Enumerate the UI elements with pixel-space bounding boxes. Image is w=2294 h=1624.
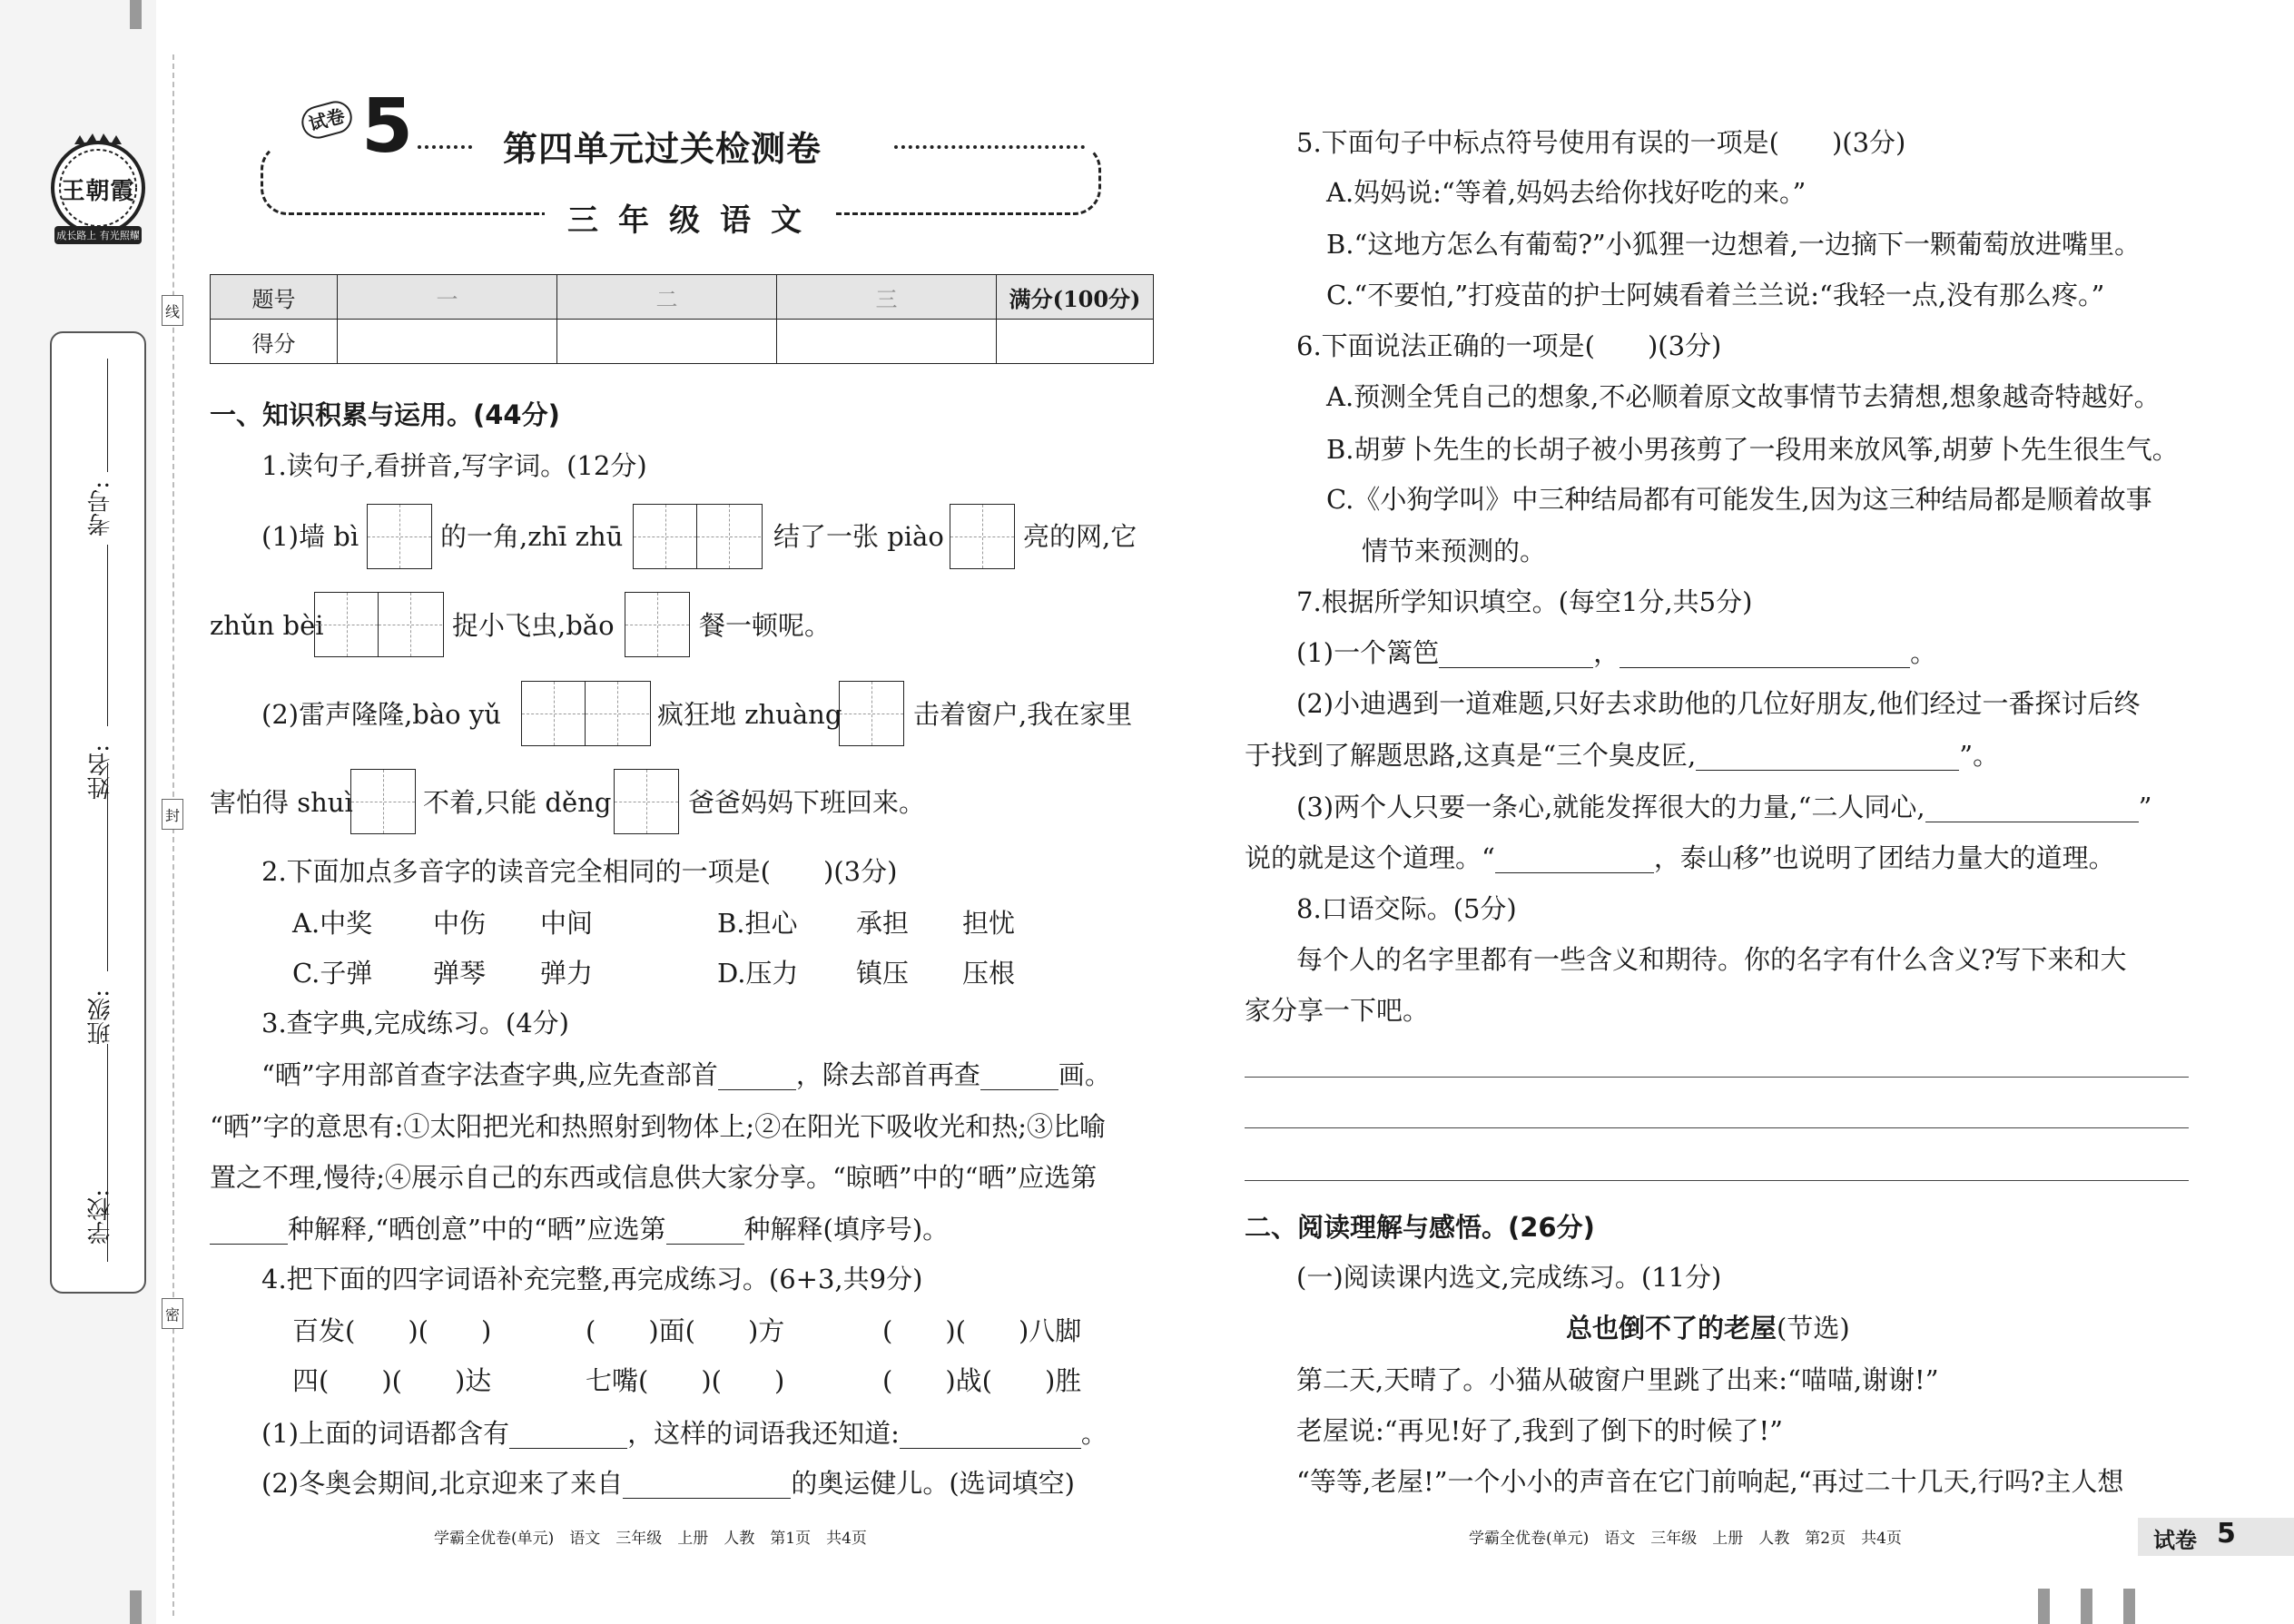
- q3-blank-2[interactable]: [666, 1219, 744, 1245]
- answer-line-2[interactable]: [1245, 1127, 2189, 1128]
- q1-p2-b: 捉小飞虫,bǎo: [452, 610, 615, 641]
- q4-sub-1: [261, 1418, 1108, 1449]
- q1-p1-c: 结了一张 piào: [773, 521, 944, 552]
- score-table: [210, 274, 1154, 364]
- q3-blank-1[interactable]: [210, 1219, 288, 1245]
- q8-prompt-2: 家分享一下吧。: [1245, 995, 1430, 1026]
- exam-badge: 试卷: [298, 97, 355, 142]
- col-part-3: 三: [777, 275, 997, 320]
- q5-option-c[interactable]: C.“不要怕,”打疫苗的护士阿姨看着兰兰说:“我轻一点,没有那么疼。”: [1326, 280, 2105, 310]
- q4-blank-3[interactable]: [623, 1473, 791, 1499]
- q7-sub-3b: [1245, 842, 2115, 873]
- q1-text: 1.读句子,看拼音,写字词。(12分): [261, 450, 647, 481]
- q2-option-c[interactable]: [292, 958, 594, 989]
- name-label: 姓名:: [87, 744, 114, 800]
- school-label: 学校:: [87, 1189, 114, 1245]
- title-left-dots: [418, 145, 472, 149]
- q7-blank-4[interactable]: [1925, 797, 2139, 822]
- section-2-heading: 二、阅读理解与感悟。(26分): [1245, 1212, 1595, 1243]
- q7-1-c: 。: [1910, 637, 1937, 668]
- q6-option-c-cont: 情节来预测的。: [1362, 536, 1547, 566]
- exam-number: 5: [361, 84, 414, 170]
- publisher-logo: [47, 132, 149, 250]
- q3-blank-radical[interactable]: [718, 1065, 796, 1090]
- answer-grid-baoyu[interactable]: [521, 681, 651, 746]
- q7-1-a: (1)一个篱笆: [1296, 637, 1440, 668]
- q1-p4-a: 害怕得 shuì: [210, 787, 353, 818]
- q3-line-3: 置之不理,慢待;④展示自己的东西或信息供大家分享。“晾晒”中的“晒”应选第: [210, 1162, 1098, 1193]
- col-part-2: 二: [557, 275, 777, 320]
- q7-3a-a: (3)两个人只要一条心,就能发挥很大的力量,“二人同心,: [1296, 792, 1925, 822]
- student-info-panel: [50, 331, 146, 1294]
- q1-p4-b: 不着,只能 děng: [423, 787, 612, 818]
- q2-c-2: 弹琴: [433, 958, 487, 989]
- q2-d-1: D.压力: [717, 958, 799, 989]
- q1-p2-c: 餐一顿呢。: [699, 610, 832, 641]
- q3-l4-b: 种解释(填序号)。: [743, 1214, 950, 1245]
- edge-mark: [2123, 1589, 2135, 1624]
- q1-p2-a: zhǔn bèi: [210, 610, 324, 641]
- q4-blank-2[interactable]: [900, 1423, 1081, 1449]
- q2-option-d[interactable]: [717, 958, 1016, 989]
- q3-l1-b: ，除去部首再查: [795, 1059, 980, 1090]
- cut-line: [172, 54, 174, 1616]
- col-part-1: 一: [338, 275, 557, 320]
- page-title: 第四单元过关检测卷: [503, 129, 822, 169]
- q4-idiom-1[interactable]: 百发( )( ): [292, 1315, 492, 1346]
- q7-blank-5[interactable]: [1495, 848, 1654, 873]
- answer-grid-shui[interactable]: [350, 769, 416, 834]
- q2-b-1: B.担心: [717, 908, 798, 939]
- q2-a-3: 中间: [540, 908, 594, 939]
- score-cell-3[interactable]: [777, 320, 997, 364]
- answer-grid-zhizhu[interactable]: [633, 504, 763, 569]
- q4-idiom-6[interactable]: ( )战( )胜: [882, 1365, 1082, 1396]
- q7-blank-2[interactable]: [1620, 643, 1910, 668]
- part-1-text: (一)阅读课内选文,完成练习。(11分): [1296, 1262, 1722, 1293]
- q1-p3-c: 击着窗户,我在家里: [913, 699, 1133, 730]
- seal-xian: 线: [162, 295, 183, 326]
- q1-p1-a: (1)墙 bì: [261, 521, 359, 552]
- q2-a-2: 中伤: [433, 908, 487, 939]
- exam-number-field[interactable]: [107, 359, 108, 472]
- story-title-main: 总也倒不了的老屋: [1566, 1313, 1777, 1343]
- page-subtitle: 三年级语文: [567, 202, 822, 239]
- corner-tab-label: 试卷: [2153, 1528, 2197, 1553]
- q1-p3-b: 疯狂地 zhuàng: [657, 699, 842, 730]
- edge-mark: [2038, 1589, 2050, 1624]
- col-question-no: 题号: [211, 275, 338, 320]
- q7-text: 7.根据所学知识填空。(每空1分,共5分): [1296, 586, 1753, 617]
- row-score-label: 得分: [211, 320, 338, 364]
- edge-mark: [130, 0, 142, 29]
- q8-text: 8.口语交际。(5分): [1296, 893, 1517, 924]
- q6-option-b[interactable]: B.胡萝卜先生的长胡子被小男孩剪了一段用来放风筝,胡萝卜先生很生气。: [1326, 434, 2179, 465]
- q2-option-a[interactable]: [292, 908, 594, 939]
- q4-idiom-2[interactable]: ( )面( )方: [586, 1315, 785, 1346]
- q2-text: 2.下面加点多音字的读音完全相同的一项是( )(3分): [261, 856, 898, 887]
- q2-option-b[interactable]: [717, 908, 1016, 939]
- q1-p1-b: 的一角,zhī zhū: [440, 521, 624, 552]
- q7-sub-2a: (2)小迪遇到一道难题,只好去求助他的几位好朋友,他们经过一番探讨后终: [1296, 688, 2141, 719]
- q3-blank-strokes[interactable]: [980, 1065, 1058, 1090]
- score-cell-total[interactable]: [997, 320, 1154, 364]
- page-footer-left: 学霸全优卷(单元) 语文 三年级 上册 人教 第1页 共4页: [434, 1530, 867, 1548]
- corner-tab-number: 5: [2217, 1518, 2236, 1550]
- title-right-dots: [894, 145, 1085, 149]
- section-1-heading: 一、知识积累与运用。(44分): [210, 399, 560, 430]
- q2-c-1: C.子弹: [292, 958, 373, 989]
- q6-option-a[interactable]: A.预测全凭自己的想象,不必顺着原文故事情节去猜想,想象越奇特越好。: [1326, 381, 2161, 412]
- q3-l1-c: 画。: [1058, 1059, 1111, 1090]
- story-line-3: “等等,老屋!”一个小小的声音在它门前响起,“再过二十几天,行吗?主人想: [1296, 1466, 2124, 1497]
- answer-grid-zhuang[interactable]: [839, 681, 904, 746]
- class-label: 班级:: [87, 989, 114, 1045]
- q3-text: 3.查字典,完成练习。(4分): [261, 1008, 569, 1038]
- q2-c-3: 弹力: [540, 958, 594, 989]
- q7-sub-3a: [1296, 792, 2151, 822]
- q2-a-1: A.中奖: [292, 908, 373, 939]
- q7-3b-b: ，泰山移”也说明了团结力量大的道理。: [1653, 842, 2115, 873]
- score-table-header: [211, 275, 1154, 320]
- q7-3b-a: 说的就是这个道理。“: [1245, 842, 1495, 873]
- q4-idiom-4[interactable]: 四( )( )达: [292, 1365, 492, 1396]
- page-footer-right: 学霸全优卷(单元) 语文 三年级 上册 人教 第2页 共4页: [1469, 1530, 1902, 1548]
- answer-grid-bao[interactable]: [625, 592, 690, 657]
- q7-sub-2b: [1245, 740, 1999, 771]
- q7-blank-1[interactable]: [1439, 643, 1593, 668]
- story-line-1: 第二天,天晴了。小猫从破窗户里跳了出来:“喵喵,谢谢!”: [1296, 1364, 1939, 1395]
- col-full-score: 满分(100分): [997, 275, 1154, 320]
- q4-text: 4.把下面的四字词语补充完整,再完成练习。(6+3,共9分): [261, 1264, 923, 1294]
- q4-sub-2: [261, 1468, 1075, 1499]
- q7-blank-3[interactable]: [1696, 745, 1959, 771]
- q1-p4-c: 爸爸妈妈下班回来。: [688, 787, 926, 818]
- story-line-2: 老屋说:“再见!好了,我到了倒下的时候了!”: [1296, 1415, 1783, 1446]
- q4-idiom-5[interactable]: 七嘴( )( ): [586, 1365, 785, 1396]
- q7-2b-a: 于找到了解题思路,这真是“三个臭皮匠,: [1245, 740, 1697, 771]
- story-title-note: (节选): [1777, 1313, 1850, 1343]
- q4-idiom-3[interactable]: ( )( )八脚: [882, 1315, 1082, 1346]
- q1-p3-a: (2)雷声隆隆,bào yǔ: [261, 699, 501, 730]
- q1-p1-d: 亮的网,它: [1023, 521, 1137, 552]
- q3-line-2: “晒”字的意思有:①太阳把光和热照射到物体上;②在阳光下吸收光和热;③比喻: [210, 1111, 1106, 1142]
- q2-b-3: 担忧: [962, 908, 1016, 939]
- score-cell-2[interactable]: [557, 320, 777, 364]
- q7-3a-b: ”: [2138, 792, 2152, 822]
- logo-text: 王朝霞: [61, 178, 135, 205]
- score-cell-1[interactable]: [338, 320, 557, 364]
- q3-line-4: [210, 1214, 949, 1245]
- q7-2b-b: ”。: [1959, 740, 2000, 771]
- q2-d-3: 压根: [962, 958, 1016, 989]
- q2-d-2: 镇压: [856, 958, 910, 989]
- edge-mark: [2081, 1589, 2092, 1624]
- answer-grid-bi[interactable]: [367, 504, 432, 569]
- seal-feng: 封: [162, 799, 183, 830]
- q5-text: 5.下面句子中标点符号使用有误的一项是( )(3分): [1296, 127, 1906, 158]
- q4-blank-1[interactable]: [509, 1423, 627, 1449]
- score-table-row: [211, 320, 1154, 364]
- q4-s1-c: 。: [1080, 1418, 1108, 1449]
- q3-line-1: [261, 1059, 1111, 1090]
- q4-s2-a: (2)冬奥会期间,北京迎来了来自: [261, 1468, 624, 1499]
- q4-s1-a: (1)上面的词语都含有: [261, 1418, 510, 1449]
- q3-l1-a: “晒”字用部首查字法查字典,应先查部首: [261, 1059, 718, 1090]
- q7-sub-1: [1296, 637, 1936, 668]
- name-field[interactable]: [107, 545, 108, 726]
- logo-slogan: 成长路上 有光照耀: [56, 230, 140, 241]
- story-title: [1566, 1313, 1850, 1343]
- q4-s1-b: ，这样的词语我还知道:: [627, 1418, 900, 1449]
- q8-prompt-1: 每个人的名字里都有一些含义和期待。你的名字有什么含义?写下来和大: [1296, 944, 2127, 975]
- seal-mi: 密: [162, 1298, 183, 1329]
- q4-s2-b: 的奥运健儿。(选词填空): [791, 1468, 1075, 1499]
- q5-option-a[interactable]: A.妈妈说:“等着,妈妈去给你找好吃的来。”: [1326, 177, 1807, 208]
- q2-b-2: 承担: [856, 908, 910, 939]
- q6-text: 6.下面说法正确的一项是( )(3分): [1296, 330, 1722, 361]
- answer-line-1[interactable]: [1245, 1077, 2189, 1078]
- answer-grid-piao[interactable]: [950, 504, 1015, 569]
- q5-option-b[interactable]: B.“这地方怎么有葡萄?”小狐狸一边想着,一边摘下一颗葡萄放进嘴里。: [1326, 229, 2141, 260]
- answer-grid-deng[interactable]: [614, 769, 679, 834]
- answer-grid-zhunbei[interactable]: [314, 592, 444, 657]
- exam-number-label: 考号:: [87, 481, 114, 536]
- q3-l4-a: 种解释,“晒创意”中的“晒”应选第: [288, 1214, 666, 1245]
- edge-mark: [130, 1590, 142, 1624]
- school-field[interactable]: [107, 1044, 108, 1262]
- q6-option-c[interactable]: C.《小狗学叫》中三种结局都有可能发生,因为这三种结局都是顺着故事: [1326, 484, 2152, 515]
- answer-line-3[interactable]: [1245, 1180, 2189, 1181]
- q7-1-b: ，: [1593, 637, 1620, 668]
